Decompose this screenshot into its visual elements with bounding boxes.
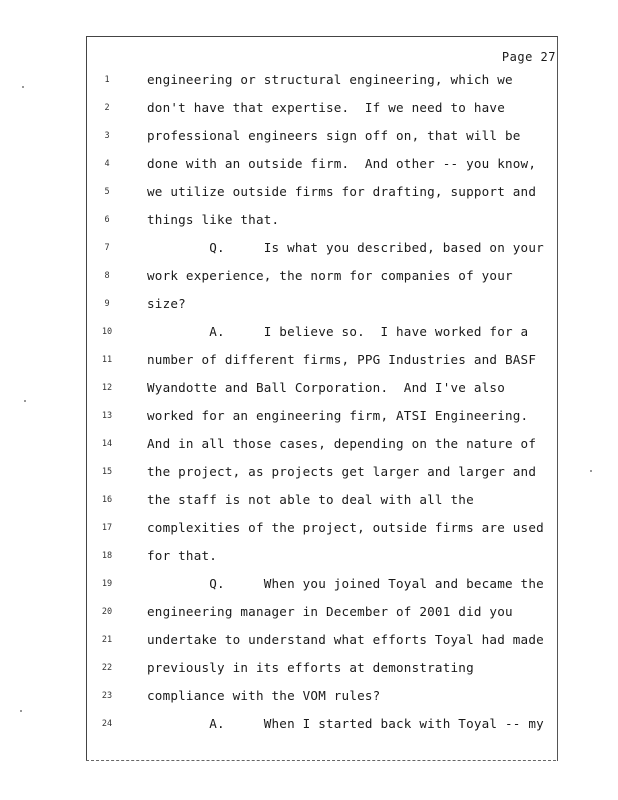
line-text: Q. Is what you described, based on your	[147, 240, 544, 255]
line-text: professional engineers sign off on, that will be	[147, 128, 521, 143]
line-number: 21	[101, 635, 113, 645]
transcript-line	[86, 710, 556, 738]
transcript-line	[86, 206, 556, 234]
line-number: 16	[101, 495, 113, 505]
line-number: 2	[104, 103, 110, 113]
line-text: for that.	[147, 548, 218, 563]
line-number: 8	[104, 271, 110, 281]
line-number: 23	[101, 691, 113, 701]
line-text: the project, as projects get larger and larger and	[147, 464, 537, 479]
transcript-line	[86, 542, 556, 570]
line-text: things like that.	[147, 212, 280, 227]
line-number: 24	[101, 719, 113, 729]
page-number: Page 27	[501, 50, 556, 64]
transcript-line	[86, 346, 556, 374]
transcript-lines	[86, 66, 556, 738]
transcript-line	[86, 318, 556, 346]
line-number: 17	[101, 523, 113, 533]
line-number: 5	[104, 187, 110, 197]
transcript-line	[86, 654, 556, 682]
scan-speck	[590, 470, 592, 472]
line-number: 6	[104, 215, 110, 225]
transcript-line	[86, 150, 556, 178]
line-text: engineering manager in December of 2001 did you	[147, 604, 513, 619]
transcript-line	[86, 234, 556, 262]
line-text: And in all those cases, depending on the nature of	[147, 436, 537, 451]
transcript-line	[86, 402, 556, 430]
transcript-line	[86, 262, 556, 290]
line-text: compliance with the VOM rules?	[147, 688, 381, 703]
line-text: Q. When you joined Toyal and became the	[147, 576, 544, 591]
line-number: 20	[101, 607, 113, 617]
page-bottom-border	[86, 760, 556, 761]
scan-speck	[24, 400, 26, 402]
transcript-line	[86, 178, 556, 206]
transcript-line	[86, 486, 556, 514]
line-text: worked for an engineering firm, ATSI Engineering.	[147, 408, 529, 423]
transcript-line	[86, 94, 556, 122]
line-number: 11	[101, 355, 113, 365]
line-number: 3	[104, 131, 110, 141]
transcript-line	[86, 374, 556, 402]
line-number: 15	[101, 467, 113, 477]
line-number: 12	[101, 383, 113, 393]
line-text: engineering or structural engineering, which we	[147, 72, 513, 87]
line-text: previously in its efforts at demonstrating	[147, 660, 474, 675]
transcript-line	[86, 682, 556, 710]
line-number: 1	[104, 75, 110, 85]
line-number: 10	[101, 327, 113, 337]
transcript-line	[86, 430, 556, 458]
scan-speck	[20, 710, 22, 712]
line-text: done with an outside firm. And other -- you know,	[147, 156, 537, 171]
line-number: 14	[101, 439, 113, 449]
transcript-line	[86, 626, 556, 654]
transcript-line	[86, 458, 556, 486]
line-text: undertake to understand what efforts Toyal had made	[147, 632, 544, 647]
transcript-line	[86, 122, 556, 150]
line-number: 7	[104, 243, 110, 253]
line-text: complexities of the project, outside firms are used	[147, 520, 544, 535]
transcript-line	[86, 598, 556, 626]
transcript-line	[86, 514, 556, 542]
line-text: the staff is not able to deal with all the	[147, 492, 474, 507]
line-text: we utilize outside firms for drafting, support and	[147, 184, 537, 199]
line-text: Wyandotte and Ball Corporation. And I've also	[147, 380, 505, 395]
line-number: 4	[104, 159, 110, 169]
line-text: size?	[147, 296, 186, 311]
transcript-line	[86, 290, 556, 318]
transcript-line	[86, 66, 556, 94]
line-text: work experience, the norm for companies of your	[147, 268, 513, 283]
line-number: 13	[101, 411, 113, 421]
line-text: number of different firms, PPG Industries and BASF	[147, 352, 537, 367]
line-number: 19	[101, 579, 113, 589]
line-text: don't have that expertise. If we need to have	[147, 100, 505, 115]
scan-speck	[22, 86, 24, 88]
line-number: 18	[101, 551, 113, 561]
line-number: 22	[101, 663, 113, 673]
transcript-line	[86, 570, 556, 598]
line-text: A. When I started back with Toyal -- my	[147, 716, 544, 731]
line-number: 9	[104, 299, 110, 309]
line-text: A. I believe so. I have worked for a	[147, 324, 529, 339]
